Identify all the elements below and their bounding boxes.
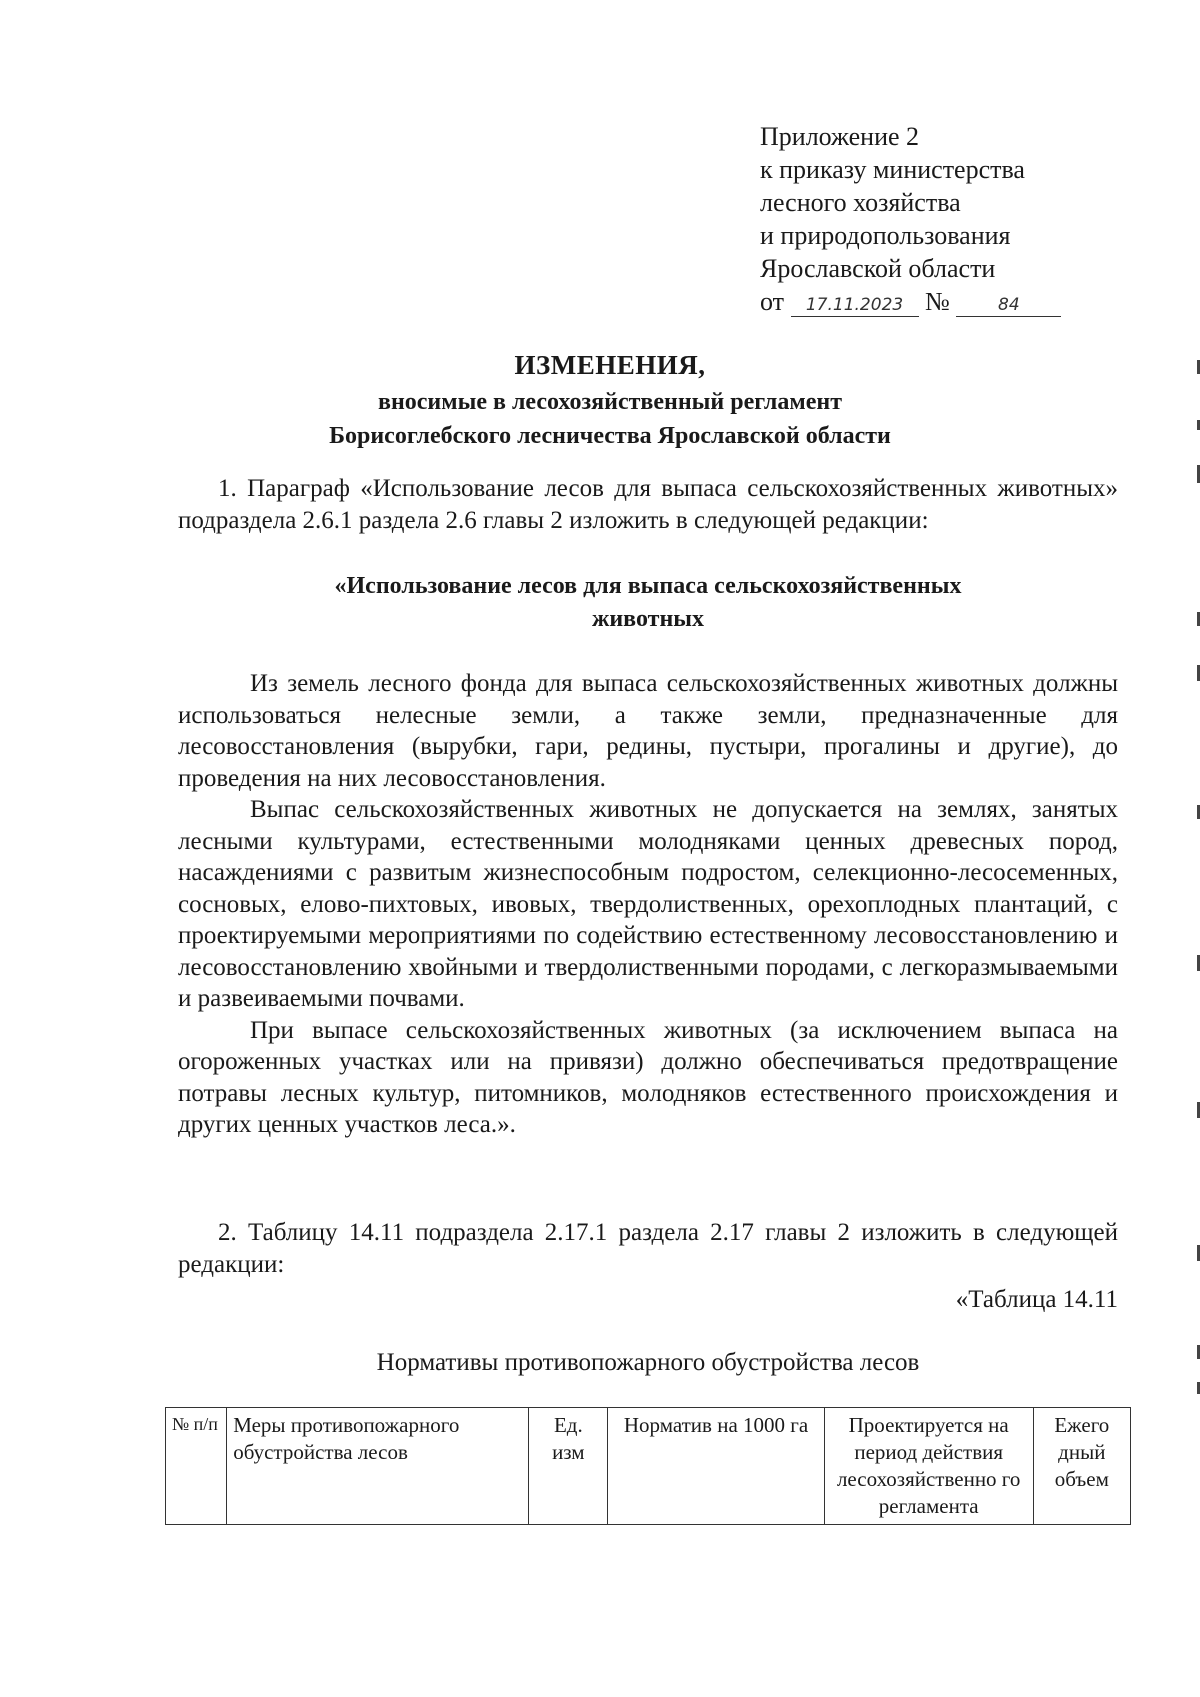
date-prefix: от — [760, 287, 785, 316]
attachment-line-1: Приложение 2 — [760, 122, 920, 151]
title-subtitle-2: Борисоглебского лесничества Ярославской области — [329, 423, 891, 449]
item-2-paragraph — [178, 1217, 1118, 1280]
table-label: «Таблица 14.11 — [955, 1286, 1118, 1313]
table-header-row — [166, 1408, 1131, 1525]
section-paragraph-3: При выпасе сельскохозяйственных животных (за исключением выпаса на огороженных участках или на привязи) должно обеспечиваться предотвращение потравы лесных культур, питомников, молодняков естественного происхождения и других ценных участков леса.». — [178, 1016, 1118, 1138]
header-measures: Меры противопожарного обустройства лесов — [227, 1408, 529, 1525]
header-norm: Норматив на 1000 га — [608, 1408, 824, 1525]
section-heading-line-2: животных — [591, 606, 705, 632]
attachment-line-3: лесного хозяйства — [760, 188, 961, 217]
title-main: ИЗМЕНЕНИЯ, — [514, 350, 706, 380]
header-number: № п/п — [166, 1408, 227, 1525]
attachment-line-2: к приказу министерства — [760, 155, 1025, 184]
attachment-line-4: и природопользования — [760, 221, 1011, 250]
handwritten-number: 84 — [956, 294, 1061, 317]
number-sign: № — [925, 287, 950, 316]
title-subtitle-1: вносимые в лесохозяйственный регламент — [377, 389, 842, 415]
section-paragraph-2: Выпас сельскохозяйственных животных не допускается на землях, занятых лесными культурами, естественными молодняками ценных древесных пород, насаждениями с развитым жизнеспособным подростом, селекционно-лесосеменных, сосновых, елово-пихтовых, ивовых, твердолиственных, орехоплодных плантаций, с проектируемыми мероприятиями по содействию естественному лесовосстановлению и лесовосстановлению хвойными и твердолиственными породами, с легкоразмываемыми и развеиваемыми почвами. — [178, 796, 1118, 1012]
document-title — [180, 345, 1040, 453]
section-paragraph-1: Из земель лесного фонда для выпаса сельскохозяйственных животных должны использоваться нелесные земли, а также земли, предназначенные для лесовосстановления (вырубки, гари, редины, пустыри, прогалины и другие), до проведения на них лесовосстановления. — [178, 670, 1118, 792]
order-date-number-row — [760, 285, 1090, 318]
section-heading — [178, 570, 1118, 636]
attachment-line-5: Ярославской области — [760, 254, 996, 283]
fire-prevention-norms-table — [165, 1407, 1131, 1525]
item-2-text: 2. Таблицу 14.11 подраздела 2.17.1 раздела 2.17 главы 2 изложить в следующей редакции: — [178, 1219, 1118, 1278]
header-unit: Ед. изм — [529, 1408, 608, 1525]
section-heading-line-1: «Использование лесов для выпаса сельскохозяйственных — [334, 573, 962, 599]
header-projected: Проектируется на период действия лесохозяйственно го регламента — [824, 1408, 1033, 1525]
item-1-paragraph — [178, 473, 1118, 536]
attachment-block — [760, 120, 1090, 318]
section-body — [178, 668, 1118, 1141]
item-1-text: 1. Параграф «Использование лесов для выпаса сельскохозяйственных животных» подраздела 2.6.1 раздела 2.6 главы 2 изложить в следующей редакции: — [178, 475, 1118, 534]
header-annual: Ежего дный объем — [1033, 1408, 1130, 1525]
table-title: Нормативы противопожарного обустройства лесов — [376, 1349, 920, 1376]
handwritten-date: 17.11.2023 — [791, 294, 919, 317]
